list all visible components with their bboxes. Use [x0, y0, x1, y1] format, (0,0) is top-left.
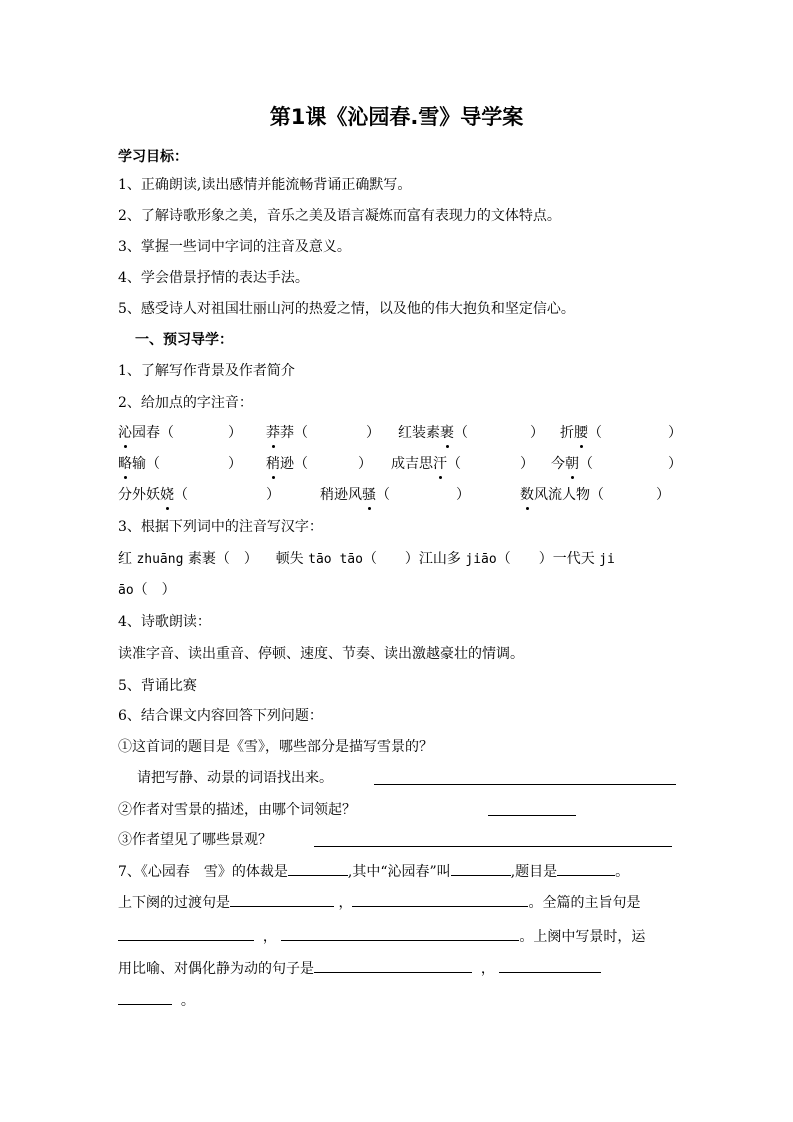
- pinyin-line-1: [118, 549, 678, 570]
- pinyin-text: （ ）: [133, 582, 176, 598]
- phonetic-item: [551, 454, 593, 474]
- dotted-character: 沁: [118, 425, 132, 441]
- phonetic-word-prefix: 分外妖: [118, 487, 160, 503]
- question-6-1b: [137, 768, 677, 788]
- answer-blank[interactable]: [352, 892, 528, 907]
- question-text: ，: [338, 895, 353, 911]
- dotted-character: 骚: [362, 487, 376, 503]
- question-5: 5、背诵比赛: [118, 678, 197, 694]
- question-text: ②作者对雪景的描述，由哪个词领起？: [118, 802, 356, 818]
- dotted-character: 汗: [433, 456, 447, 472]
- answer-blank[interactable]: [488, 801, 576, 816]
- pinyin-text: （ ）一代天: [496, 551, 595, 567]
- phonetic-word-suffix: （: [376, 487, 390, 503]
- answer-blank[interactable]: [314, 958, 472, 973]
- phonetic-item: [560, 423, 602, 443]
- objective-item: 2、了解诗歌形象之美，音乐之美及语言凝炼而富有表现力的文体特点。: [118, 208, 561, 224]
- answer-blank[interactable]: [118, 990, 172, 1005]
- answer-paren-close: ）: [530, 425, 544, 441]
- objective-item: 3、掌握一些词中字词的注音及意义。: [118, 239, 351, 255]
- phonetic-word-prefix: 今: [551, 456, 565, 472]
- phonetic-word-prefix: 成吉思: [391, 456, 433, 472]
- answer-blank[interactable]: [451, 861, 511, 876]
- answer-blank[interactable]: [374, 770, 676, 785]
- phonetic-item: [266, 454, 308, 474]
- question-7-line-2: [118, 892, 678, 913]
- question-4-detail: 读准字音、读出重音、停顿、速度、节奏、读出激越豪壮的情调。: [118, 646, 524, 662]
- answer-paren-close: ）: [266, 487, 280, 503]
- phonetic-word-suffix: 园春（: [132, 425, 174, 441]
- phonetic-word-suffix: 莽（: [280, 425, 308, 441]
- answer-blank[interactable]: [230, 892, 334, 907]
- answer-paren-close: ）: [520, 456, 534, 472]
- question-7-line-3: [118, 926, 678, 947]
- pinyin-line-2: [118, 580, 678, 601]
- answer-paren-close: ）: [668, 456, 682, 472]
- question-text: 。上阕中写景时，运: [519, 929, 646, 945]
- dotted-character: 莽: [266, 425, 280, 441]
- question-text: ，: [480, 961, 495, 977]
- phonetic-word-suffix: （: [588, 425, 602, 441]
- answer-blank[interactable]: [288, 861, 348, 876]
- answer-paren-close: ）: [668, 425, 682, 441]
- question-text: 。全篇的主旨句是: [528, 895, 641, 911]
- phonetic-word-suffix: （: [174, 487, 188, 503]
- question-text: ,其中“沁园春”叫: [347, 864, 451, 880]
- section-heading: 一、预习导学：: [135, 332, 233, 348]
- phonetic-word-suffix: （: [454, 425, 468, 441]
- phonetic-item: [118, 423, 174, 443]
- answer-paren-close: ）: [456, 487, 470, 503]
- phonetic-item: [320, 485, 390, 505]
- objective-item: 4、学会借景抒情的表达手法。: [118, 270, 309, 286]
- objectives-heading: 学习目标：: [118, 149, 188, 165]
- dotted-character: 腰: [574, 425, 588, 441]
- dotted-character: 朝: [565, 456, 579, 472]
- question-text: 。: [180, 993, 195, 1009]
- question-7-line-1: [118, 861, 678, 882]
- phonetic-item: [520, 485, 604, 505]
- pinyin-text: āo: [118, 583, 134, 598]
- pinyin-text: 顿失: [275, 551, 304, 567]
- pinyin-text: 素裹（ ）: [187, 551, 258, 567]
- question-text: 。: [615, 864, 630, 880]
- phonetic-word-suffix: 风流人物（: [534, 487, 604, 503]
- question-6-2: [118, 800, 678, 820]
- question-text: 7、《心园春 雪》的体裁是: [118, 864, 288, 880]
- question-7-line-5: [118, 990, 678, 1011]
- question-6-1: ①这首词的题目是《雪》，哪些部分是描写雪景的？: [118, 739, 433, 755]
- phonetic-word-prefix: 红装素: [398, 425, 440, 441]
- answer-paren-close: ）: [228, 425, 242, 441]
- question-text: ③作者望见了哪些景观？: [118, 832, 272, 848]
- answer-paren-close: ）: [656, 487, 670, 503]
- pinyin-text: jiāo: [465, 552, 497, 567]
- question-text: 上下阕的过渡句是: [118, 895, 230, 911]
- objective-item: 5、感受诗人对祖国壮丽山河的热爱之情，以及他的伟大抱负和坚定信心。: [118, 301, 575, 317]
- pinyin-text: zhuāng: [136, 552, 184, 567]
- pinyin-text: （ ）江山多: [362, 551, 461, 567]
- phonetic-word-suffix: （: [447, 456, 461, 472]
- pinyin-text: tāo tāo: [308, 552, 363, 567]
- phonetic-item: [266, 423, 308, 443]
- dotted-character: 略: [118, 456, 132, 472]
- phonetic-item: [118, 454, 160, 474]
- answer-paren-close: ）: [366, 425, 380, 441]
- dotted-character: 数: [520, 487, 534, 503]
- phonetic-word-suffix: （: [579, 456, 593, 472]
- page-title: 第1课《沁园春.雪》导学案: [269, 105, 524, 129]
- phonetic-item: [118, 485, 188, 505]
- question-1: 1、了解写作背景及作者简介: [118, 363, 295, 379]
- answer-blank[interactable]: [499, 958, 601, 973]
- question-4: 4、诗歌朗读：: [118, 614, 211, 630]
- question-6: 6、结合课文内容回答下列问题：: [118, 708, 323, 724]
- dotted-character: 裹: [440, 425, 454, 441]
- pinyin-text: 红: [118, 551, 132, 567]
- dotted-character: 稍: [266, 456, 280, 472]
- question-text: ,题目是: [510, 864, 558, 880]
- answer-paren-close: ）: [358, 456, 372, 472]
- dotted-character: 娆: [160, 487, 174, 503]
- answer-blank[interactable]: [281, 926, 519, 941]
- question-3: 3、根据下列词中的注音写汉字：: [118, 519, 323, 535]
- phonetic-word-prefix: 稍逊风: [320, 487, 362, 503]
- phonetic-word-suffix: 输（: [132, 456, 160, 472]
- phonetic-item: [391, 454, 461, 474]
- objective-item: 1、正确朗读,读出感情并能流畅背诵正确默写。: [118, 177, 412, 193]
- question-2: 2、给加点的字注音：: [118, 395, 253, 411]
- question-text: 用比喻、对偶化静为动的句子是: [118, 961, 314, 977]
- phonetic-word-suffix: 逊（: [280, 456, 308, 472]
- question-6-3: [118, 830, 678, 850]
- answer-blank[interactable]: [118, 926, 254, 941]
- pinyin-text: ji: [599, 552, 615, 567]
- question-text: 请把写静、动景的词语找出来。: [137, 770, 333, 786]
- question-7-line-4: [118, 958, 678, 979]
- phonetic-word-prefix: 折: [560, 425, 574, 441]
- answer-paren-close: ）: [228, 456, 242, 472]
- answer-blank[interactable]: [314, 832, 672, 847]
- question-text: ，: [262, 929, 277, 945]
- answer-blank[interactable]: [557, 861, 615, 876]
- phonetic-item: [398, 423, 468, 443]
